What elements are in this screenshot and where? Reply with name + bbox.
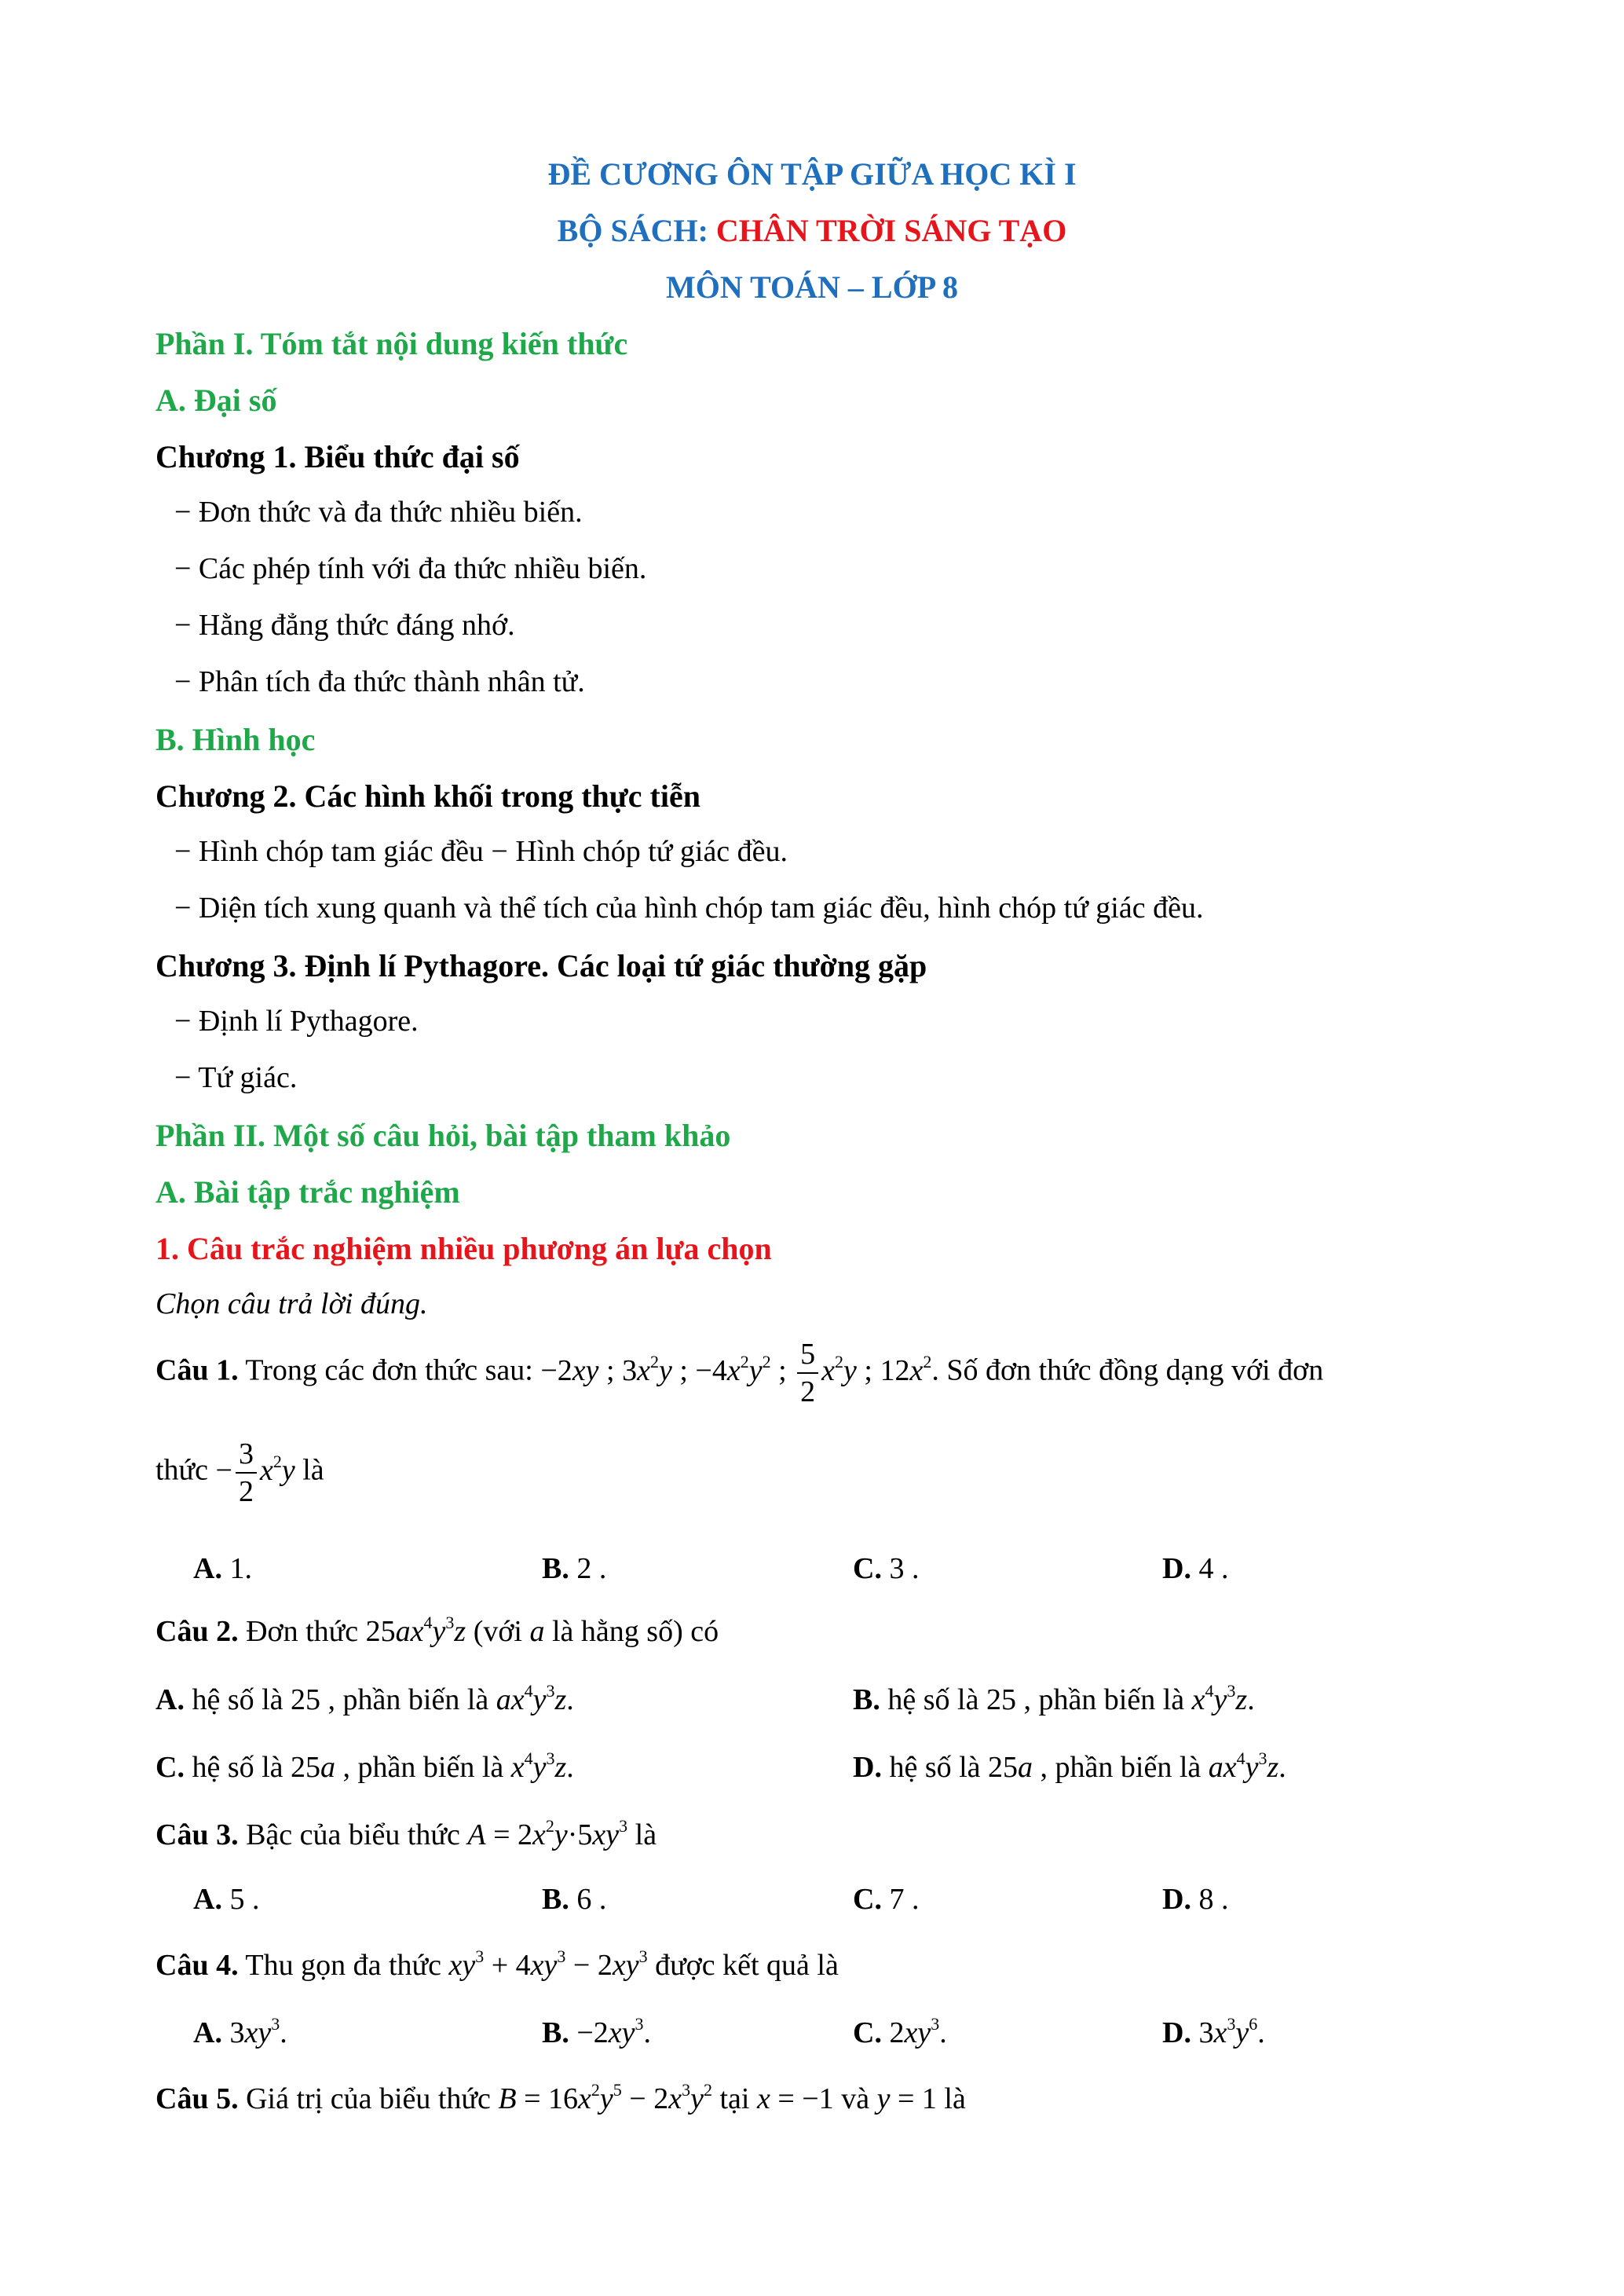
question-text: Trong các đơn thức sau:	[238, 1353, 541, 1387]
question-text: Bậc của biểu thức	[238, 1818, 468, 1851]
doc-title: ĐỀ CƯƠNG ÔN TẬP GIỮA HỌC KÌ I	[547, 156, 1077, 192]
question-1-continued	[155, 1439, 324, 1507]
subsection-title: 1. Câu trắc nghiệm nhiều phương án lựa chọn	[155, 1231, 772, 1266]
instruction: Chọn câu trả lời đúng.	[155, 1287, 428, 1320]
subject-grade: MÔN TOÁN – LỚP 8	[666, 269, 958, 305]
option-text: , phần biến là	[1033, 1751, 1209, 1784]
q3-option-b[interactable]	[542, 1882, 606, 1917]
question-label: Câu 1.	[155, 1353, 239, 1387]
option-text: hệ số là	[192, 1751, 291, 1784]
math-expression: $A = 2x^2y\cdot 5xy^3$	[467, 1816, 628, 1851]
q3-option-c[interactable]	[853, 1882, 919, 1917]
option-text: 1.	[229, 1552, 252, 1585]
q3-option-d[interactable]	[1162, 1882, 1228, 1917]
math-expression: $x^4y^3z$.	[510, 1749, 574, 1784]
option-letter: D.	[1162, 1883, 1191, 1916]
option-letter: D.	[1162, 2016, 1191, 2049]
question-4	[155, 1948, 839, 1983]
question-text: là hằng số) có	[544, 1615, 719, 1648]
option-letter: A.	[155, 1683, 185, 1716]
list-item: − Phân tích đa thức thành nhân tử.	[174, 665, 585, 698]
option-text: 4 .	[1198, 1552, 1229, 1585]
option-letter: C.	[853, 1883, 882, 1916]
math-expression: $B = 16x^2y^5 - 2x^3y^2$	[498, 2080, 712, 2115]
option-text: 2 .	[576, 1552, 607, 1585]
question-1	[155, 1339, 1323, 1407]
list-item: − Định lí Pythagore.	[174, 1005, 419, 1038]
q2-option-c[interactable]	[155, 1750, 574, 1785]
question-label: Câu 5.	[155, 2082, 239, 2115]
math-expression: $3xy^3$.	[229, 2014, 287, 2049]
q3-option-a[interactable]	[193, 1882, 259, 1917]
q1-option-c[interactable]	[853, 1551, 919, 1586]
question-text: là	[627, 1818, 657, 1851]
question-text: được kết quả là	[647, 1949, 839, 1982]
question-text: Thu gọn đa thức	[238, 1949, 449, 1982]
fraction: $\frac{3}{2}$	[236, 1439, 257, 1507]
question-2	[155, 1614, 719, 1649]
math-variable: a	[529, 1615, 545, 1648]
q4-option-d[interactable]	[1162, 2016, 1265, 2050]
option-letter: B.	[542, 2016, 569, 2049]
math-expression: x = −1	[756, 2082, 834, 2115]
math-expression: $-2xy^3$.	[576, 2014, 652, 2049]
option-text: hệ số là 25 , phần biến là	[887, 1683, 1192, 1716]
list-item: − Các phép tính với đa thức nhiều biến.	[174, 552, 647, 585]
option-text: 5 .	[229, 1883, 260, 1916]
question-3	[155, 1818, 657, 1852]
option-letter: C.	[853, 1552, 882, 1585]
part2-title: Phần II. Một số câu hỏi, bài tập tham khảo	[155, 1118, 731, 1153]
q1-option-d[interactable]	[1162, 1551, 1228, 1586]
option-text: 8 .	[1198, 1883, 1229, 1916]
q4-option-b[interactable]	[542, 2016, 651, 2050]
option-letter: D.	[1162, 1552, 1191, 1585]
chapter2-title: Chương 2. Các hình khối trong thực tiễn	[155, 778, 700, 814]
list-item: − Tứ giác.	[174, 1061, 298, 1094]
book-series	[0, 212, 1624, 249]
question-label: Câu 3.	[155, 1818, 239, 1851]
geometry-title: B. Hình học	[155, 722, 316, 757]
question-text: là	[936, 2082, 966, 2115]
math-expression: 25a	[291, 1751, 336, 1784]
list-item: − Hằng đẳng thức đáng nhớ.	[174, 609, 515, 642]
option-letter: A.	[193, 1552, 222, 1585]
option-letter: B.	[853, 1683, 880, 1716]
option-letter: A.	[193, 1883, 222, 1916]
option-text: hệ số là	[889, 1751, 989, 1784]
list-item: − Diện tích xung quanh và thể tích của hình chóp tam giác đều, hình chóp tứ giác đều.	[174, 892, 1204, 925]
option-text: 7 .	[889, 1883, 920, 1916]
question-text: . Số đơn thức đồng dạng với đơn	[931, 1353, 1324, 1387]
option-letter: D.	[853, 1751, 882, 1784]
question-text: Đơn thức	[238, 1615, 366, 1648]
chapter1-title: Chương 1. Biểu thức đại số	[155, 439, 520, 474]
book-series-name: CHÂN TRỜI SÁNG TẠO	[715, 213, 1067, 248]
q2-option-d[interactable]	[853, 1750, 1286, 1785]
math-expression: $ax^4y^3z$.	[496, 1681, 574, 1716]
q1-option-a[interactable]	[193, 1551, 252, 1586]
question-text: tại	[711, 2082, 757, 2115]
section-a-title: A. Bài tập trắc nghiệm	[155, 1174, 460, 1210]
question-text: (với	[466, 1615, 530, 1648]
math-expression: 25a	[988, 1751, 1033, 1784]
math-expression: $x^4y^3z$.	[1191, 1681, 1255, 1716]
math-expression: $xy^3 + 4xy^3 - 2xy^3$	[448, 1946, 648, 1982]
question-text: thức	[155, 1453, 216, 1487]
math-expression: y = 1	[876, 2082, 937, 2115]
question-5	[155, 2082, 966, 2116]
book-series-prefix: BỘ SÁCH:	[557, 213, 716, 248]
option-letter: B.	[542, 1883, 569, 1916]
option-text: 3 .	[889, 1552, 920, 1585]
question-label: Câu 4.	[155, 1949, 239, 1982]
algebra-title: A. Đại số	[155, 383, 277, 418]
option-text: hệ số là 25 , phần biến là	[192, 1683, 496, 1716]
q4-option-a[interactable]	[193, 2016, 287, 2050]
question-text: là	[294, 1453, 324, 1487]
question-label: Câu 2.	[155, 1615, 239, 1648]
question-text: Giá trị của biểu thức	[238, 2082, 499, 2115]
list-item: − Hình chóp tam giác đều − Hình chóp tứ giác đều.	[174, 835, 788, 868]
option-letter: C.	[155, 1751, 185, 1784]
chapter3-title: Chương 3. Định lí Pythagore. Các loại tứ giác thường gặp	[155, 948, 927, 983]
math-expression: $25ax^4y^3z$	[365, 1613, 466, 1648]
option-letter: A.	[193, 2016, 222, 2049]
option-letter: B.	[542, 1552, 569, 1585]
option-text: 6 .	[576, 1883, 607, 1916]
list-item: − Đơn thức và đa thức nhiều biến.	[174, 496, 583, 529]
math-expression: $2xy^3$.	[889, 2014, 947, 2049]
q2-option-b[interactable]	[853, 1683, 1255, 1717]
fraction: $\frac{5}{2}$	[797, 1339, 818, 1407]
q4-option-c[interactable]	[853, 2016, 947, 2050]
math-expression: $3x^3y^6$.	[1198, 2014, 1265, 2049]
q1-option-b[interactable]	[542, 1551, 606, 1586]
math-expression: $ax^4y^3z$.	[1208, 1749, 1286, 1784]
math-expression: − $\frac{3}{2}$ $x^2y$	[215, 1437, 295, 1508]
q2-option-a[interactable]	[155, 1683, 574, 1717]
option-letter: C.	[853, 2016, 882, 2049]
part1-title: Phần I. Tóm tắt nội dung kiến thức	[155, 326, 628, 361]
question-text: và	[833, 2082, 877, 2115]
option-text: , phần biến là	[335, 1751, 511, 1784]
math-expression: −2xy ; $3x^2y$ ; $-4x^2y^2$ ; $\frac{5}{2}$ $x^2y$ ; $12x^2$	[540, 1338, 932, 1408]
